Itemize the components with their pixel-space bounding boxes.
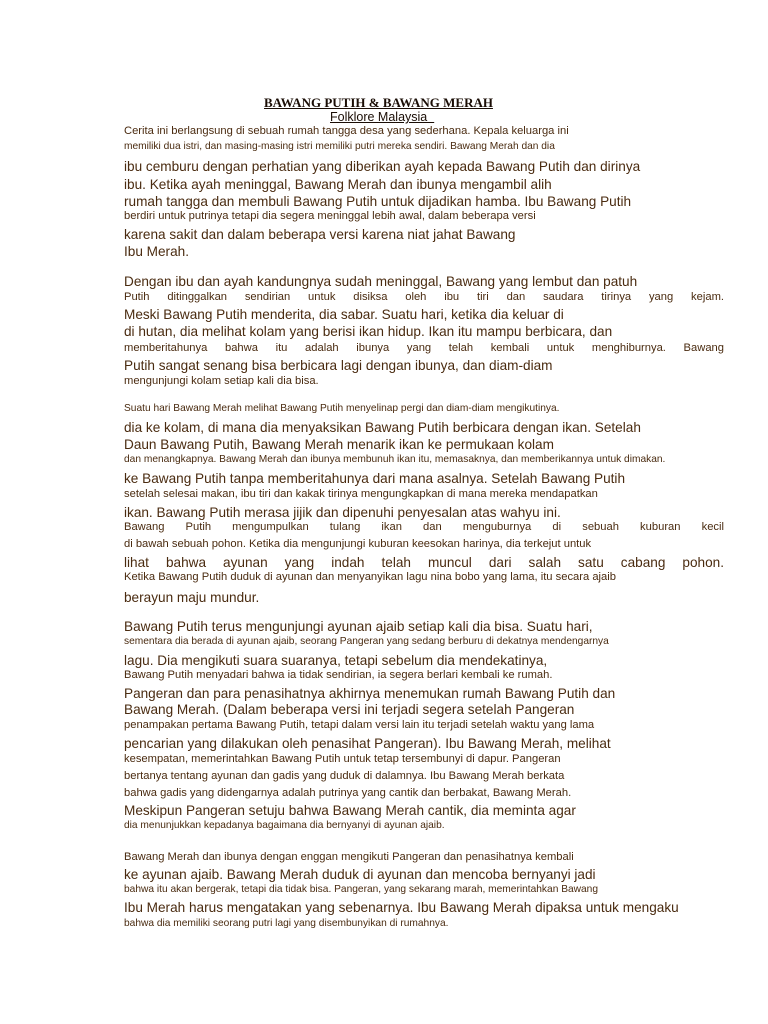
text-line: bertanya tentang ayunan dan gadis yang duduk di dalamnya. Ibu Bawang Merah berkata bbox=[124, 770, 565, 782]
text-line: Bawang Merah dan ibunya dengan enggan mengikuti Pangeran dan penasihatnya kembali bbox=[124, 851, 574, 863]
text-line: Putih sangat senang bisa berbicara lagi dengan ibunya, dan diam-diam bbox=[124, 358, 553, 373]
text-line: Suatu hari Bawang Merah melihat Bawang Putih menyelinap pergi dan diam-diam mengikutinya. bbox=[124, 403, 560, 414]
text-line: Bawang Putih terus mengunjungi ayunan ajaib setiap kali dia bisa. Suatu hari, bbox=[124, 619, 593, 634]
text-line: dan menangkapnya. Bawang Merah dan ibunya membunuh ikan itu, memasaknya, dan memberikannya untuk dimakan. bbox=[124, 454, 666, 465]
document-subtitle: Folklore Malaysia bbox=[330, 110, 435, 124]
text-line: Cerita ini berlangsung di sebuah rumah tangga desa yang sederhana. Kepala keluarga ini bbox=[124, 125, 569, 137]
text-line: di hutan, dia melihat kolam yang berisi ikan hidup. Ikan itu mampu berbicara, dan bbox=[124, 324, 613, 339]
text-line: berdiri untuk putrinya tetapi dia segera meninggal lebih awal, dalam beberapa versi bbox=[124, 210, 536, 222]
text-line: mengunjungi kolam setiap kali dia bisa. bbox=[124, 375, 319, 387]
text-line: Pangeran dan para penasihatnya akhirnya menemukan rumah Bawang Putih dan bbox=[124, 686, 616, 701]
text-line: bahwa itu akan bergerak, tetapi dia tidak bisa. Pangeran, yang sekarang marah, memerintahkan Bawang bbox=[124, 884, 599, 895]
text-line: Putih ditinggalkan sendirian untuk disiksa oleh ibu tiri dan saudara tirinya yang kejam. bbox=[124, 291, 724, 303]
text-line: Bawang Putih mengumpulkan tulang ikan dan menguburnya di sebuah kuburan kecil bbox=[124, 521, 724, 533]
text-line: ibu. Ketika ayah meninggal, Bawang Merah dan ibunya mengambil alih bbox=[124, 177, 552, 192]
text-line: memiliki dua istri, dan masing-masing istri memiliki putri mereka sendiri. Bawang Merah dan dia bbox=[124, 141, 555, 152]
text-line: penampakan pertama Bawang Putih, tetapi dalam versi lain itu terjadi setelah waktu yang lama bbox=[124, 719, 595, 731]
text-line: di bawah sebuah pohon. Ketika dia mengunjungi kuburan keesokan harinya, dia terkejut untuk bbox=[124, 538, 592, 550]
text-line: bahwa gadis yang didengarnya adalah putrinya yang cantik dan berbakat, Bawang Merah. bbox=[124, 787, 572, 799]
text-line: ibu cemburu dengan perhatian yang diberikan ayah kepada Bawang Putih dan dirinya bbox=[124, 159, 641, 174]
text-line: Ibu Merah. bbox=[124, 244, 189, 259]
text-line: Dengan ibu dan ayah kandungnya sudah meninggal, Bawang yang lembut dan patuh bbox=[124, 274, 638, 289]
text-line: berayun maju mundur. bbox=[124, 590, 260, 605]
text-line: setelah selesai makan, ibu tiri dan kakak tirinya mengungkapkan di mana mereka mendapatkan bbox=[124, 488, 598, 500]
text-line: kesempatan, memerintahkan Bawang Putih untuk tetap tersembunyi di dapur. Pangeran bbox=[124, 753, 561, 765]
text-line: bahwa dia memiliki seorang putri lagi yang disembunyikan di rumahnya. bbox=[124, 918, 449, 929]
text-line: ke Bawang Putih tanpa memberitahunya dari mana asalnya. Setelah Bawang Putih bbox=[124, 471, 626, 486]
text-line: rumah tangga dan membuli Bawang Putih untuk dijadikan hamba. Ibu Bawang Putih bbox=[124, 194, 632, 209]
text-line: memberitahunya bahwa itu adalah ibunya yang telah kembali untuk menghiburnya. Bawang bbox=[124, 342, 724, 354]
text-line: Ibu Merah harus mengatakan yang sebenarnya. Ibu Bawang Merah dipaksa untuk mengaku bbox=[124, 900, 679, 915]
text-line: sementara dia berada di ayunan ajaib, seorang Pangeran yang sedang berburu di dekatnya mendengarnya bbox=[124, 636, 609, 647]
text-line: Meski Bawang Putih menderita, dia sabar. Suatu hari, ketika dia keluar di bbox=[124, 307, 564, 322]
text-line: ke ayunan ajaib. Bawang Merah duduk di ayunan dan mencoba bernyanyi jadi bbox=[124, 867, 596, 882]
text-line: lagu. Dia mengikuti suara suaranya, tetapi sebelum dia mendekatinya, bbox=[124, 653, 548, 668]
text-line: lihat bahwa ayunan yang indah telah muncul dari salah satu cabang pohon. bbox=[124, 555, 724, 570]
text-line: dia menunjukkan kepadanya bagaimana dia bernyanyi di ayunan ajaib. bbox=[124, 820, 445, 831]
text-line: ikan. Bawang Putih merasa jijik dan dipenuhi penyesalan atas wahyu ini. bbox=[124, 505, 561, 520]
text-line: dia ke kolam, di mana dia menyaksikan Bawang Putih berbicara dengan ikan. Setelah bbox=[124, 420, 641, 435]
document-title: BAWANG PUTIH & BAWANG MERAH bbox=[264, 95, 493, 110]
text-line: pencarian yang dilakukan oleh penasihat Pangeran). Ibu Bawang Merah, melihat bbox=[124, 736, 611, 751]
text-line: Ketika Bawang Putih duduk di ayunan dan menyanyikan lagu nina bobo yang lama, itu secara ajaib bbox=[124, 571, 616, 583]
text-line: Bawang Merah. (Dalam beberapa versi ini terjadi segera setelah Pangeran bbox=[124, 702, 575, 717]
text-line: Meskipun Pangeran setuju bahwa Bawang Merah cantik, dia meminta agar bbox=[124, 803, 576, 818]
text-line: karena sakit dan dalam beberapa versi karena niat jahat Bawang bbox=[124, 227, 516, 242]
text-line: Daun Bawang Putih, Bawang Merah menarik ikan ke permukaan kolam bbox=[124, 437, 554, 452]
text-line: Bawang Putih menyadari bahwa ia tidak sendirian, ia segera berlari kembali ke rumah. bbox=[124, 669, 553, 681]
